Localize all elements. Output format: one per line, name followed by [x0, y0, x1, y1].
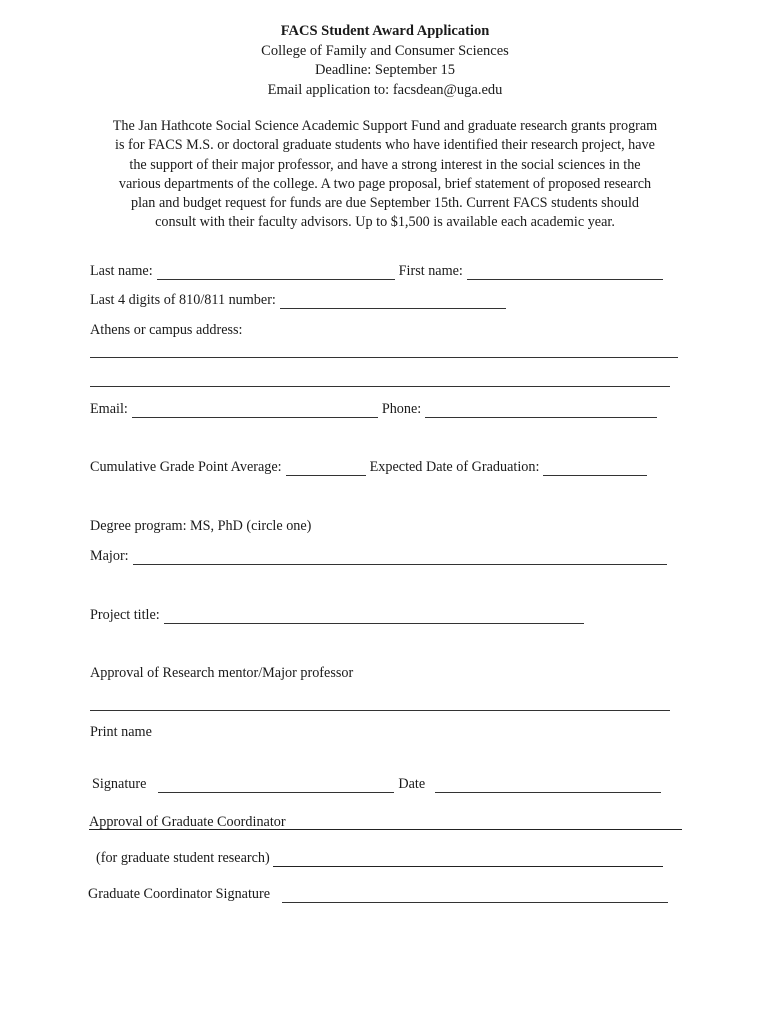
- major-field[interactable]: [133, 550, 667, 565]
- degree-row: [90, 517, 311, 535]
- intro-line: various departments of the college. A two page proposal, brief statement of proposed research: [118, 175, 652, 192]
- graduate-research-label: (for graduate student research): [96, 850, 270, 866]
- mentor-approval-line[interactable]: [90, 710, 670, 711]
- last4-field[interactable]: [280, 294, 506, 309]
- address-line-1[interactable]: [90, 357, 678, 358]
- major-label: Major:: [90, 548, 129, 564]
- grad-date-label: Expected Date of Graduation:: [369, 459, 540, 475]
- major-row: [90, 547, 671, 565]
- college-name: College of Family and Consumer Sciences: [261, 42, 509, 59]
- intro-line: the support of their major professor, and have a strong interest in the social sciences in the: [129, 156, 641, 173]
- graduate-research-field[interactable]: [273, 852, 663, 867]
- coordinator-approval-label: Approval of Graduate Coordinator: [89, 814, 286, 830]
- address-row: [90, 321, 242, 339]
- coordinator-signature-row: [88, 885, 672, 903]
- intro-line: plan and budget request for funds are due September 15th. Current FACS students should: [130, 195, 640, 212]
- grad-date-field[interactable]: [543, 461, 647, 476]
- email-field[interactable]: [132, 403, 378, 418]
- email-instructions: Email application to: facsdean@uga.edu: [267, 81, 503, 98]
- date-label: Date: [398, 776, 426, 792]
- project-title-row: [90, 606, 588, 624]
- intro-line: The Jan Hathcote Social Science Academic Support Fund and graduate research grants program: [112, 118, 658, 134]
- coordinator-signature-label: Graduate Coordinator Signature: [88, 886, 271, 902]
- degree-label[interactable]: Degree program: MS, PhD (circle one): [90, 518, 312, 534]
- address-line-2[interactable]: [90, 386, 670, 387]
- mentor-approval-row: [90, 664, 353, 682]
- phone-label: Phone:: [381, 401, 422, 417]
- intro-paragraph: [85, 117, 685, 233]
- mentor-approval-label: Approval of Research mentor/Major professor: [90, 665, 354, 681]
- print-name-label: Print name: [90, 724, 152, 740]
- contact-row: [90, 400, 661, 418]
- name-row: [90, 262, 667, 280]
- id-number-row: [90, 291, 510, 309]
- graduate-research-row: [96, 849, 667, 867]
- signature-row: [92, 775, 665, 793]
- email-label: Email:: [90, 401, 128, 417]
- deadline-text: Deadline: September 15: [314, 62, 456, 78]
- phone-field[interactable]: [425, 403, 657, 418]
- form-header: [0, 22, 770, 100]
- intro-line: is for FACS M.S. or doctoral graduate students who have identified their research project, have: [115, 137, 655, 154]
- project-title-label: Project title:: [90, 607, 160, 623]
- last4-label: Last 4 digits of 810/811 number:: [90, 292, 276, 308]
- gpa-field[interactable]: [286, 461, 366, 476]
- first-name-field[interactable]: [467, 265, 663, 280]
- last-name-field[interactable]: [157, 265, 395, 280]
- project-title-field[interactable]: [164, 609, 584, 624]
- last-name-label: Last name:: [90, 263, 153, 279]
- coordinator-approval-line[interactable]: [89, 829, 682, 830]
- address-label: Athens or campus address:: [90, 322, 243, 338]
- coordinator-signature-field[interactable]: [282, 888, 668, 903]
- signature-label: Signature: [92, 776, 147, 792]
- date-field[interactable]: [435, 778, 661, 793]
- intro-line: consult with their faculty advisors. Up to $1,500 is available each academic year.: [155, 214, 615, 231]
- print-name-row: [90, 723, 152, 741]
- gpa-label: Cumulative Grade Point Average:: [90, 459, 282, 475]
- form-title: FACS Student Award Application: [280, 23, 490, 39]
- signature-field[interactable]: [158, 778, 394, 793]
- academic-row: [90, 458, 651, 476]
- first-name-label: First name:: [398, 263, 463, 279]
